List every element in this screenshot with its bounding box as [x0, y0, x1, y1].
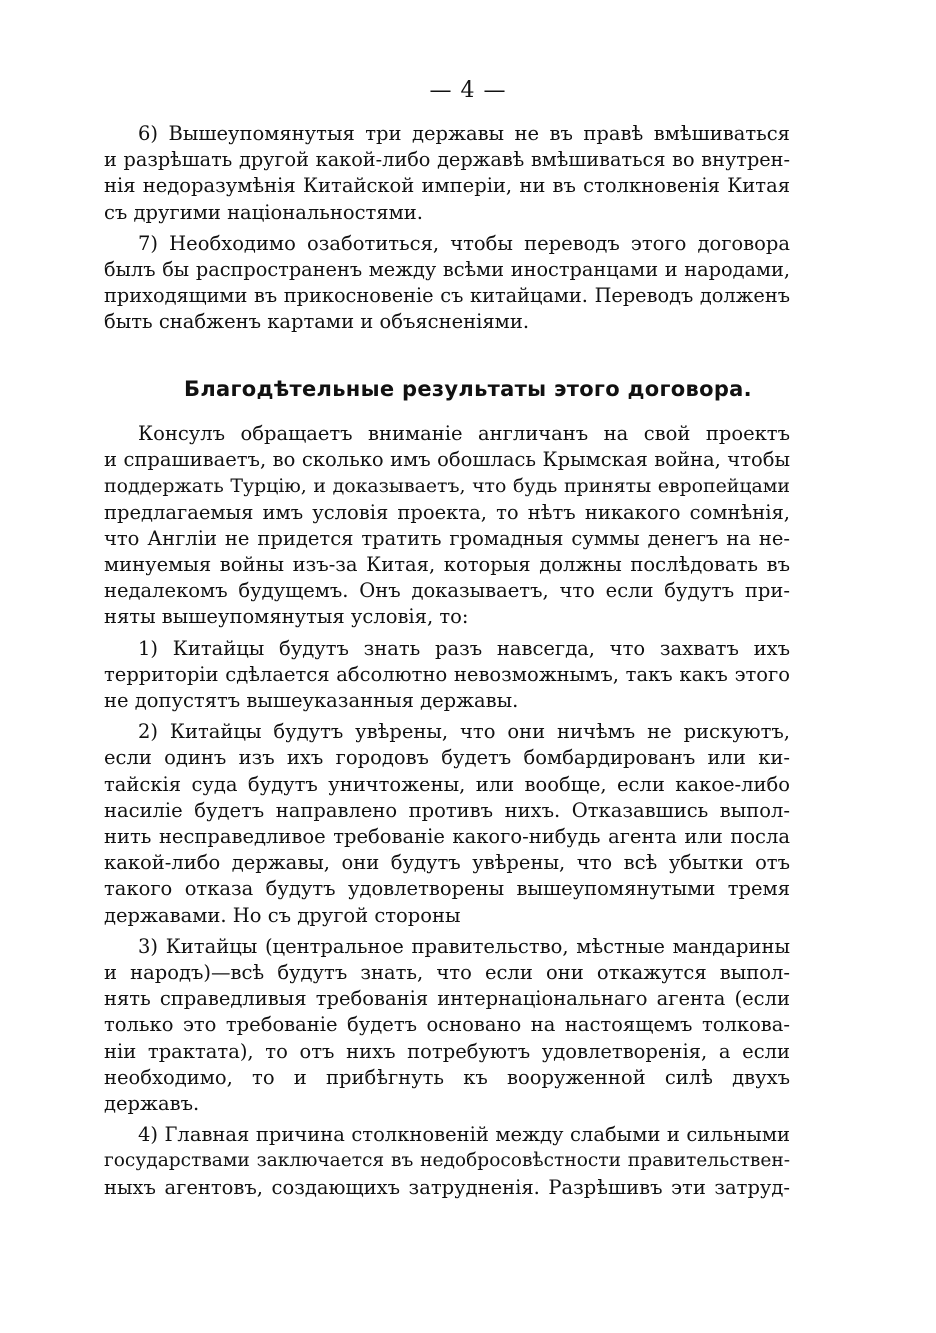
text-line: ныхъ агентовъ, создающихъ затрудненія. Разрѣшивъ эти затруд- [104, 1175, 790, 1199]
text-line: 3) Китайцы (центральное правительство, мѣстные мандарины [138, 934, 790, 958]
paragraph [104, 1122, 790, 1201]
text-line: державъ. [104, 1092, 200, 1116]
text-line: нія недоразумѣнія Китайской имперіи, ни въ столкновенія Китая [104, 174, 790, 198]
paragraph [104, 636, 790, 715]
text-line: только это требованіе будетъ основано на настоящемъ толкова- [104, 1013, 790, 1037]
paragraph [104, 934, 790, 1117]
text-line: предлагаемыя имъ условія проекта, то нѣтъ никакого сомнѣнія, [104, 500, 790, 524]
text-line: 4) Главная причина столкновеній между слабыми и сильными [138, 1123, 790, 1147]
text-line: Консулъ обращаетъ вниманіе англичанъ на свой проектъ [138, 422, 790, 445]
text-line: приходящими въ прикосновеніе съ китайцами. Переводъ долженъ [104, 284, 790, 308]
text-line: и разрѣшать другой какой-либо державѣ вмѣшиваться во внутрен- [104, 148, 790, 172]
text-line: насиліе будетъ направлено противъ нихъ. Отказавшись выпол- [104, 798, 790, 822]
text-line: съ другими національностями. [104, 200, 423, 224]
page-number: — 4 — [429, 78, 507, 103]
paragraph [104, 719, 790, 929]
text-line: и спрашиваетъ, во сколько имъ обошлась Крымская война, чтобы [104, 448, 790, 472]
paragraph [104, 421, 790, 631]
text-line: тайскія суда будутъ уничтожены, или вообще, если какое-либо [104, 772, 790, 796]
text-line: быть снабженъ картами и объясненіями. [104, 310, 530, 334]
text-line: 6) Вышеупомянутыя три державы не въ правѣ вмѣшиваться [138, 122, 790, 145]
text-line: необходимо, то и прибѣгнуть къ вооруженной силѣ двухъ [104, 1065, 790, 1089]
text-line: поддержать Турцію, и доказываетъ, что будь приняты европейцами [104, 475, 790, 498]
text-line: государствами заключается въ недобросовѣстности правительствен- [104, 1150, 790, 1172]
paragraph [104, 231, 790, 336]
text-line: нять справедливыя требованія интернаціональнаго агента (если [104, 987, 790, 1011]
text-line: если одинъ изъ ихъ городовъ будетъ бомбардированъ или ки- [104, 746, 790, 770]
section-heading: Благодѣтельные результаты этого договора. [184, 377, 752, 401]
text-line: территоріи сдѣлается абсолютно невозможнымъ, такъ какъ этого [104, 662, 790, 686]
text-line: что Англіи не придется тратить громадныя суммы денегъ на не- [104, 526, 790, 550]
text-line: какой-либо державы, они будутъ увѣрены, что всѣ убытки отъ [104, 851, 790, 875]
text-line: минуемыя войны изъ-за Китая, которыя должны послѣдовать въ [104, 553, 790, 577]
text-line: такого отказа будутъ удовлетворены вышеупомянутыми тремя [104, 877, 790, 901]
text-block-bottom [104, 421, 790, 1206]
text-line: нить несправедливое требованіе какого-нибудь агента или посла [104, 825, 790, 849]
text-line: державами. Но съ другой стороны [104, 903, 461, 927]
text-line: 1) Китайцы будутъ знать разъ навсегда, что захватъ ихъ [138, 636, 790, 660]
text-line: ніи трактата), то отъ нихъ потребуютъ удовлетворенія, а если [104, 1039, 790, 1063]
text-line: недалекомъ будущемъ. Онъ доказываетъ, что если будутъ при- [104, 579, 790, 603]
paragraph [104, 121, 790, 226]
text-line: былъ бы распространенъ между всѣми иностранцами и народами, [104, 258, 790, 282]
text-line: 2) Китайцы будутъ увѣрены, что они ничѣмъ не рискуютъ, [138, 720, 790, 744]
text-block-top [104, 121, 790, 341]
text-line: и народъ)—всѣ будутъ знать, что если они откажутся выпол- [104, 961, 790, 985]
text-line: 7) Необходимо озаботиться, чтобы переводъ этого договора [138, 231, 790, 255]
text-line: не допустятъ вышеуказанныя державы. [104, 689, 519, 713]
text-line: няты вышеупомянутыя условія, то: [104, 605, 469, 629]
